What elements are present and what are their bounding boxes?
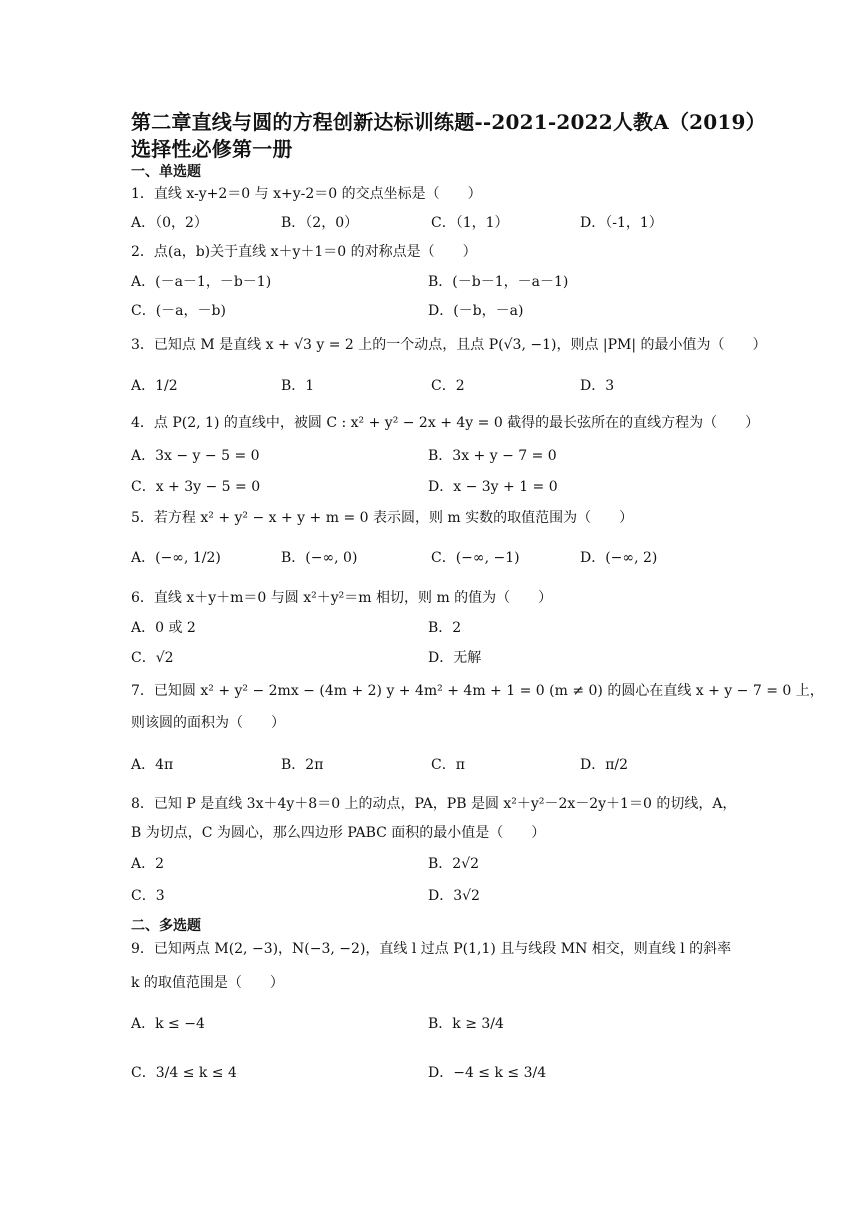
question-8-option-a: A．2	[131, 856, 165, 872]
document-title-line1: 第二章直线与圆的方程创新达标训练题--2021-2022人教A（2019）	[131, 110, 766, 134]
question-3-option-b: B．1	[281, 378, 315, 394]
question-8-option-c: C．3	[131, 888, 165, 904]
question-4-option-b: B．3x + y − 7 = 0	[428, 448, 557, 464]
question-2-option-a: A．(－a－1，－b－1)	[131, 274, 272, 290]
question-2-stem: 2．点(a，b)关于直线 x＋y＋1＝0 的对称点是（ ）	[131, 244, 477, 260]
question-5-option-c: C．(−∞, −1)	[431, 550, 520, 566]
question-9-stem: 9．已知两点 M(2, −3)，N(−3, −2)，直线 l 过点 P(1,1) 且与线段 MN 相交，则直线 l 的斜率	[131, 941, 732, 957]
question-6-stem: 6．直线 x＋y＋m＝0 与圆 x²＋y²＝m 相切，则 m 的值为（ ）	[131, 590, 553, 606]
question-3-option-d: D．3	[580, 378, 615, 394]
question-6-option-b: B．2	[428, 620, 462, 636]
question-9-option-d: D．−4 ≤ k ≤ 3/4	[428, 1065, 547, 1081]
question-7-option-c: C．π	[431, 757, 465, 773]
question-4-option-d: D．x − 3y + 1 = 0	[428, 479, 558, 495]
question-8-option-d: D．3√2	[428, 888, 480, 904]
question-7-stem: 7．已知圆 x² + y² − 2mx − (4m + 2) y + 4m² + 4m + 1 = 0 (m ≠ 0) 的圆心在直线 x + y − 7 = 0 上，	[131, 683, 824, 699]
question-4-option-a: A．3x − y − 5 = 0	[131, 448, 260, 464]
question-7-option-d: D．π/2	[580, 757, 629, 773]
question-6-option-d: D．无解	[428, 650, 482, 666]
question-3-stem: 3．已知点 M 是直线 x + √3 y = 2 上的一个动点，且点 P(√3, −1)，则点 |PM| 的最小值为（ ）	[131, 337, 767, 353]
question-1-option-d: D．（-1，1）	[580, 215, 663, 231]
question-1-stem: 1．直线 x-y+2＝0 与 x+y-2＝0 的交点坐标是（ ）	[131, 186, 482, 202]
question-8-stem: 8．已知 P 是直线 3x＋4y＋8＝0 上的动点，PA，PB 是圆 x²＋y²－2x－2y＋1＝0 的切线，A，	[131, 796, 737, 812]
question-9-option-a: A．k ≤ −4	[131, 1016, 205, 1032]
question-6-option-a: A．0 或 2	[131, 620, 196, 636]
question-2-option-b: B．(－b－1，－a－1)	[428, 274, 569, 290]
question-9-option-b: B．k ≥ 3/4	[428, 1016, 504, 1032]
section-single-choice: 一、单选题	[131, 164, 201, 180]
question-1-option-b: B．（2，0）	[281, 215, 359, 231]
section-multiple-choice: 二、多选题	[131, 918, 201, 934]
question-1-option-a: A．（0，2）	[131, 215, 208, 231]
question-5-option-a: A．(−∞, 1/2)	[131, 550, 221, 566]
question-8-option-b: B．2√2	[428, 856, 480, 872]
question-7-stem-continued: 则该圆的面积为（ ）	[131, 715, 285, 731]
question-3-option-c: C．2	[431, 378, 465, 394]
question-5-option-b: B．(−∞, 0)	[281, 550, 358, 566]
question-4-option-c: C．x + 3y − 5 = 0	[131, 479, 261, 495]
question-9-option-c: C．3/4 ≤ k ≤ 4	[131, 1065, 237, 1081]
question-9-stem-continued: k 的取值范围是（ ）	[131, 975, 284, 991]
question-1-option-c: C．（1，1）	[431, 215, 509, 231]
question-2-option-d: D．(－b，－a)	[428, 303, 524, 319]
question-6-option-c: C．√2	[131, 650, 174, 666]
question-5-option-d: D．(−∞, 2)	[580, 550, 658, 566]
document-title-line2: 选择性必修第一册	[131, 137, 293, 161]
question-5-stem: 5．若方程 x² + y² − x + y + m = 0 表示圆，则 m 实数的取值范围为（ ）	[131, 510, 634, 526]
question-4-stem: 4．点 P(2, 1) 的直线中，被圆 C : x² + y² − 2x + 4y = 0 截得的最长弦所在的直线方程为（ ）	[131, 415, 760, 431]
question-2-option-c: C．(－a，－b)	[131, 303, 226, 319]
question-3-option-a: A．1/2	[131, 378, 178, 394]
question-8-stem-continued: B 为切点，C 为圆心，那么四边形 PABC 面积的最小值是（ ）	[131, 825, 546, 841]
question-7-option-a: A．4π	[131, 757, 174, 773]
question-7-option-b: B．2π	[281, 757, 324, 773]
